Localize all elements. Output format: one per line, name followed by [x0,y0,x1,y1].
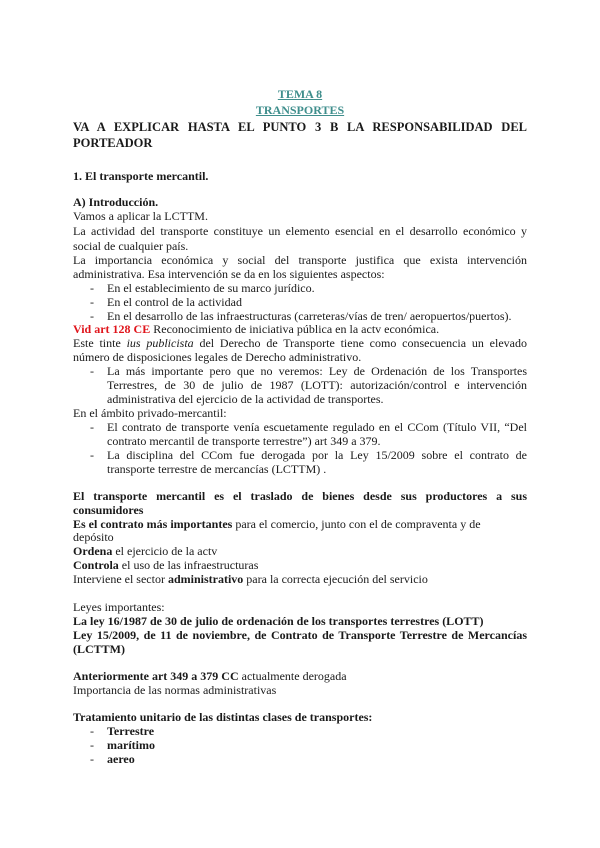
law-title: La ley 16/1987 de 30 de julio de ordenación de los transportes terrestres (LOTT) [73,614,484,628]
document-page: TEMA 8 TRANSPORTES VA A EXPLICAR HASTA EL PUNTO 3 B LA RESPONSABILIDAD DEL PORTEADOR 1. El transporte mercantil. A) Introducción. Vamos a aplicar la LCTTM. La actividad del transporte constituye un elemento esencial en el desarrollo económico y social de cualquier país. La importancia económica y social del transporte justifica que exista intervención administrativa. Esa intervención se da en los siguientes aspectos: - En el establecimiento de su marco jurídico. - En el control de la actividad - En el desarrollo de las infraestructuras (carreteras/vías de tren/ aeropuertos/puertos). Vid art 128 CE Reconocimiento de iniciativa pública en la actv económica. Este tinte ius publicista del Derecho de Transporte tiene como consecuencia un elevado número de disposiciones legales de Derecho administrativo. - La más importante pero que no veremos: Ley de Ordenación de los Transportes Terrestres, de 30 de julio de 1987 (LOTT): autorización/control e intervención administrativa del ejercicio de la actividad de transportes. En el ámbito privado-mercantil: - El contrato de transporte venía escuetamente regulado en el CCom (Título VII, “Del contrato mercantil de transporte terrestre”) art 349 a 379. - La disciplina del CCom fue derogada por la Ley 15/2009 sobre el contrato de transporte terrestre de mercancías (LCTTM) . El transporte mercantil es el traslado de bienes desde sus productores a sus consumidores Es el contrato más importantes para el comercio, junto con el de compraventa y de depósito Ordena el ejercicio de la actv Controla el uso de las infraestructuras Interviene el sector administrativo para la correcta ejecución del servicio Leyes importantes: La ley 16/1987 de 30 de julio de ordenación de los transportes terrestres (LOTT) Ley 15/2009, de 11 de noviembre, de Contrato de Transporte Terrestre de Mercancías (LCTTM) Anteriormente art 349 a 379 CC actualmente derogada Importancia de las normas administrativas Tratamiento unitario de las distintas clases de transportes: - Terrestre - marítimo - aereo [0,0,600,848]
law-title: Ley 15/2009, de 11 de noviembre, de Contrato de Transporte Terrestre de Mercancías [73,628,527,642]
paragraph: La importancia económica y social del transporte justifica que exista intervención [73,253,527,267]
paragraph: social de cualquier país. [73,239,189,253]
section-title: 1. El transporte mercantil. [73,169,209,183]
paragraph: La actividad del transporte constituye un elemento esencial en el desarrollo económico y [73,224,527,238]
paragraph: administrativa. Esa intervención se da en los siguientes aspectos: [73,267,385,281]
definition-line-2: consumidores [73,503,144,517]
paragraph: Interviene el sector administrativo para la correcta ejecución del servicio [73,572,428,586]
paragraph: Es el contrato más importantes para el comercio, junto con el de compraventa y de [73,517,481,531]
heading-line-2: PORTEADOR [73,136,153,150]
paragraph: número de disposiciones legales de Derecho administrativo. [73,350,362,364]
article-link: Vid art 128 CE [73,322,151,336]
paragraph: depósito [73,530,114,544]
paragraph: Anteriormente art 349 a 379 CC actualmente derogada [73,669,347,683]
paragraph: Controla el uso de las infraestructuras [73,558,259,572]
article-reference: Vid art 128 CE Reconocimiento de iniciativa pública en la actv económica. [73,322,440,336]
paragraph: En el ámbito privado-mercantil: [73,406,227,420]
paragraph-heading: Tratamiento unitario de las distintas clases de transportes: [73,710,373,724]
paragraph: Ordena el ejercicio de la actv [73,544,218,558]
subsection-title: A) Introducción. [73,195,159,209]
topic-title: TRANSPORTES [255,103,345,117]
topic-number: TEMA 8 [277,87,323,101]
paragraph: Este tinte ius publicista del Derecho de Transporte tiene como consecuencia un elevado [73,336,527,350]
definition-line-1: El transporte mercantil es el traslado de bienes desde sus productores a sus [73,489,527,503]
paragraph: Leyes importantes: [73,600,165,614]
law-title: (LCTTM) [73,642,125,656]
paragraph: Importancia de las normas administrativas [73,683,277,697]
heading-line-1: VA A EXPLICAR HASTA EL PUNTO 3 B LA RESPONSABILIDAD DEL [73,120,527,134]
paragraph: Vamos a aplicar la LCTTM. [73,209,208,223]
